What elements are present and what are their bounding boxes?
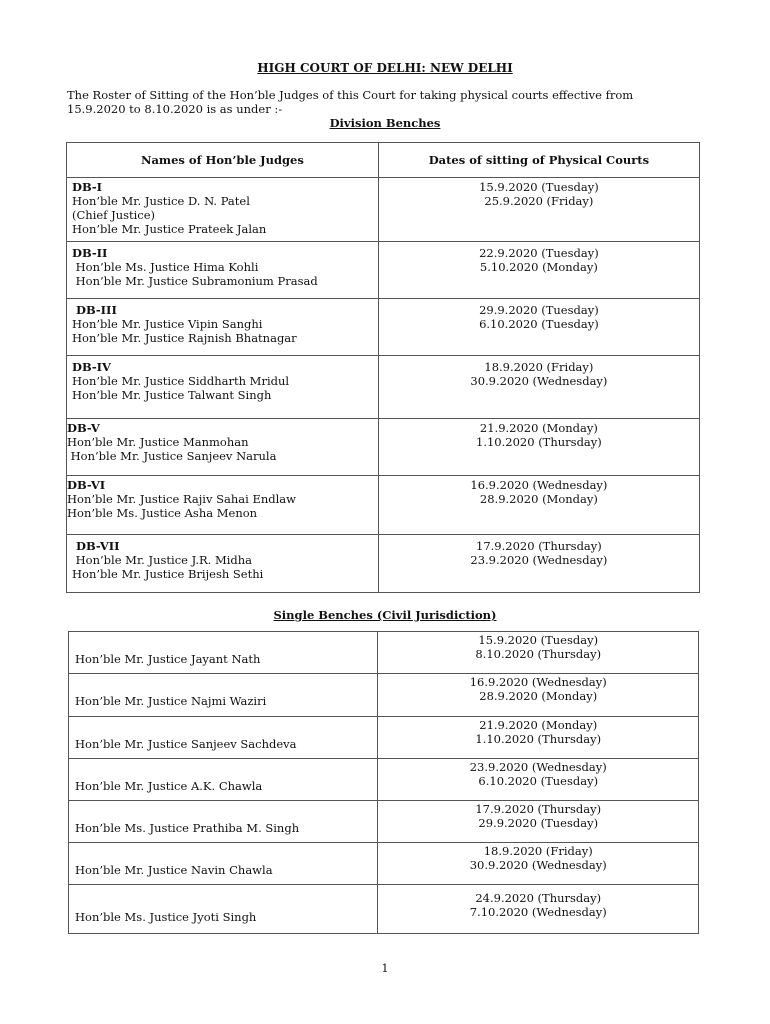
judge-name: Hon’ble Mr. Justice Rajnish Bhatnagar: [72, 331, 297, 345]
sitting-date: 17.9.2020 (Thursday): [476, 539, 602, 553]
table-row: [69, 759, 699, 801]
sitting-date: 7.10.2020 (Wednesday): [469, 905, 607, 919]
sitting-date: 18.9.2020 (Friday): [484, 360, 594, 374]
judge-name: Hon’ble Ms. Justice Asha Menon: [67, 506, 258, 520]
bench-name: DB-III: [72, 303, 117, 317]
judge-name: Hon’ble Mr. Justice Talwant Singh: [72, 388, 272, 402]
judge-name: Hon’ble Mr. Justice Subramonium Prasad: [72, 274, 318, 288]
judge-name: Hon’ble Mr. Justice Prateek Jalan: [72, 222, 267, 236]
table-row: [67, 299, 700, 356]
column-header-dates: Dates of sitting of Physical Courts: [378, 143, 699, 178]
judge-name: Hon’ble Ms. Justice Prathiba M. Singh: [69, 801, 378, 843]
judge-name: Hon’ble Mr. Justice J.R. Midha: [72, 553, 253, 567]
judge-name: Hon’ble Mr. Justice Vipin Sanghi: [72, 317, 263, 331]
judge-name: Hon’ble Mr. Justice Rajiv Sahai Endlaw: [67, 492, 297, 506]
judge-name: Hon’ble Mr. Justice Sanjeev Sachdeva: [69, 717, 378, 759]
sitting-date: 18.9.2020 (Friday): [483, 844, 593, 858]
sitting-date: 16.9.2020 (Wednesday): [470, 478, 608, 492]
sitting-date: 6.10.2020 (Tuesday): [479, 317, 599, 331]
sitting-date: 28.9.2020 (Monday): [479, 492, 598, 506]
table-row: [69, 717, 699, 759]
sitting-date: 24.9.2020 (Thursday): [475, 891, 602, 905]
sitting-date: 25.9.2020 (Friday): [484, 194, 594, 208]
sitting-date: 21.9.2020 (Monday): [479, 718, 598, 732]
table-row: [69, 632, 699, 674]
table-row: [69, 801, 699, 843]
page-title: HIGH COURT OF DELHI: NEW DELHI: [257, 61, 513, 75]
division-benches-table: [66, 142, 700, 593]
bench-name: DB-IV: [72, 360, 111, 374]
sitting-date: 8.10.2020 (Thursday): [475, 647, 602, 661]
bench-name: DB-VII: [72, 539, 120, 553]
judge-name: Hon’ble Mr. Justice Manmohan: [67, 435, 249, 449]
sitting-date: 30.9.2020 (Wednesday): [470, 374, 608, 388]
bench-name: DB-V: [67, 421, 100, 435]
judge-name: Hon’ble Ms. Justice Hima Kohli: [72, 260, 259, 274]
sitting-date: 5.10.2020 (Monday): [479, 260, 598, 274]
table-row: [69, 885, 699, 934]
column-header-names: Names of Hon’ble Judges: [67, 143, 379, 178]
sitting-date: 29.9.2020 (Tuesday): [479, 303, 599, 317]
sitting-date: 6.10.2020 (Tuesday): [478, 774, 599, 788]
judge-name: Hon’ble Mr. Justice Sanjeev Narula: [67, 449, 277, 463]
bench-name: DB-I: [72, 180, 103, 194]
sitting-date: 15.9.2020 (Tuesday): [479, 180, 599, 194]
sitting-date: 17.9.2020 (Thursday): [475, 802, 602, 816]
intro-paragraph: [67, 88, 707, 116]
sitting-date: 30.9.2020 (Wednesday): [469, 858, 607, 872]
judge-name: Hon’ble Mr. Justice Siddharth Mridul: [72, 374, 290, 388]
judge-note: (Chief Justice): [72, 208, 156, 222]
sitting-date: 1.10.2020 (Thursday): [475, 732, 602, 746]
sitting-date: 29.9.2020 (Tuesday): [478, 816, 599, 830]
bench-name: DB-II: [72, 246, 108, 260]
sitting-date: 15.9.2020 (Tuesday): [478, 633, 599, 647]
intro-line-1: The Roster of Sitting of the Hon’ble Judges of this Court for taking physical courts effective from: [67, 88, 634, 102]
table-row: [67, 178, 700, 242]
table-row: [69, 843, 699, 885]
table-row: [67, 242, 700, 299]
page-number: 1: [381, 962, 389, 975]
judge-name: Hon’ble Mr. Justice Jayant Nath: [69, 632, 378, 674]
table-row: [67, 419, 700, 476]
sitting-date: 23.9.2020 (Wednesday): [470, 553, 608, 567]
bench-name: DB-VI: [67, 478, 106, 492]
judge-name: Hon’ble Mr. Justice A.K. Chawla: [69, 759, 378, 801]
table-row: [67, 356, 700, 419]
single-benches-table: [68, 631, 699, 934]
division-header-row: [67, 143, 700, 178]
table-row: [69, 674, 699, 717]
sitting-date: 23.9.2020 (Wednesday): [469, 760, 607, 774]
single-benches-heading: Single Benches (Civil Jurisdiction): [273, 608, 497, 622]
intro-line-2: 15.9.2020 to 8.10.2020 is as under :-: [67, 102, 283, 116]
sitting-date: 16.9.2020 (Wednesday): [469, 675, 607, 689]
judge-name: Hon’ble Ms. Justice Jyoti Singh: [69, 885, 378, 934]
division-benches-heading: Division Benches: [329, 116, 441, 130]
sitting-date: 28.9.2020 (Monday): [479, 689, 598, 703]
judge-name: Hon’ble Mr. Justice D. N. Patel: [72, 194, 250, 208]
sitting-date: 21.9.2020 (Monday): [479, 421, 598, 435]
judge-name: Hon’ble Mr. Justice Najmi Waziri: [69, 674, 378, 717]
table-row: [67, 535, 700, 593]
sitting-date: 22.9.2020 (Tuesday): [479, 246, 599, 260]
sitting-date: 1.10.2020 (Thursday): [476, 435, 602, 449]
judge-name: Hon’ble Mr. Justice Navin Chawla: [69, 843, 378, 885]
judge-name: Hon’ble Mr. Justice Brijesh Sethi: [72, 567, 264, 581]
table-row: [67, 476, 700, 535]
